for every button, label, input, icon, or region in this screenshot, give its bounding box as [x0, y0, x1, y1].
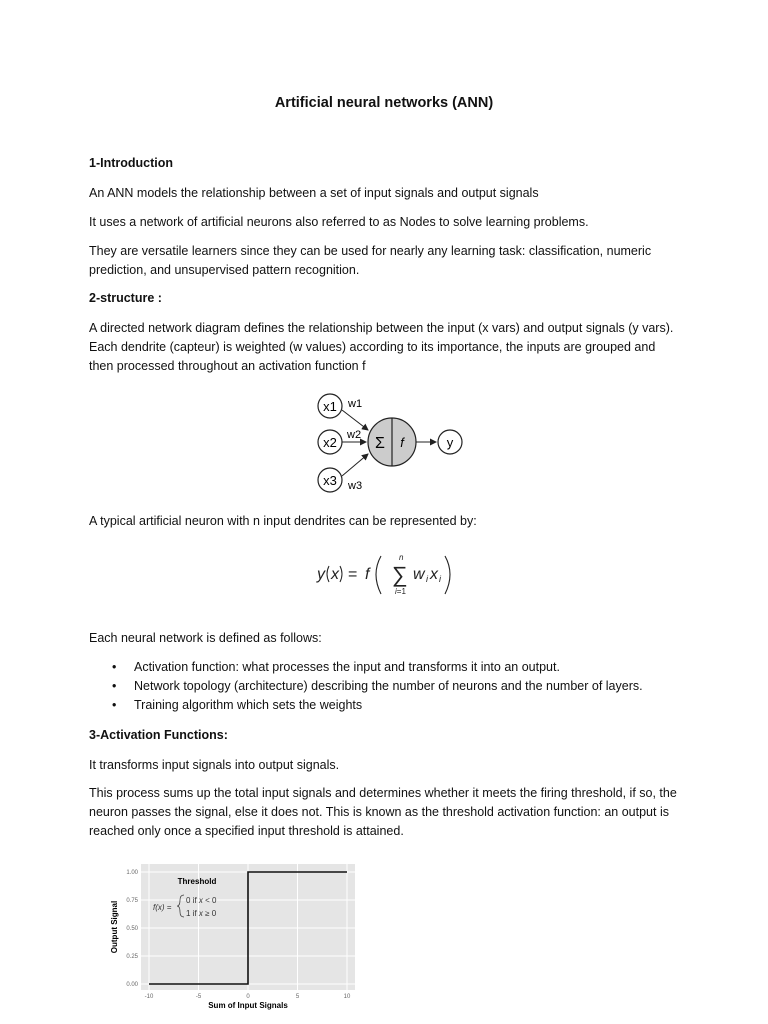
svg-text:∑: ∑	[392, 562, 408, 587]
svg-text:=: =	[348, 566, 358, 583]
weight-label-w1: w1	[348, 398, 363, 410]
svg-text:x: x	[430, 566, 438, 583]
weight-label-w3: w3	[348, 480, 363, 492]
structure-paragraph-1: A directed network diagram defines the relationship between the input (x vars) and output signals (y vars). Each dendrite (capteur) is weighted (w values) according to its importance, the inputs are grouped and then processed throughout an activation function f	[89, 321, 674, 373]
intro-heading: 1-Introduction	[89, 156, 174, 170]
structure-paragraph-2: A typical artificial neuron with n input dendrites can be represented by:	[89, 514, 477, 528]
list-item: • Activation function: what processes the input and transforms it into an output.	[112, 660, 560, 674]
svg-text:0 if x < 0: 0 if x < 0	[186, 896, 217, 905]
input-label-x3: x3	[323, 473, 337, 488]
function-symbol: f	[400, 435, 404, 450]
y-tick-label: 0.00	[126, 982, 138, 988]
structure-paragraph-3: Each neural network is defined as follows:	[89, 631, 322, 645]
y-tick-label: 0.75	[126, 898, 138, 904]
intro-paragraph-2: It uses a network of artificial neurons also referred to as Nodes to solve learning problems.	[89, 215, 589, 229]
svg-text:i: i	[426, 574, 428, 584]
x-tick-label: -10	[144, 994, 154, 1000]
svg-text:w: w	[413, 566, 425, 583]
y-tick-label: 0.25	[126, 954, 138, 960]
page-title: Artificial neural networks (ANN)	[274, 95, 494, 111]
activation-paragraph-2: This process sums up the total input signals and determines whether it meets the firing threshold, if so, the neuron passes the signal, else it does not. This is known as the threshold activation function: an output is reached only once a specified input threshold is attained.	[89, 786, 677, 838]
sum-symbol: Σ	[375, 435, 385, 452]
threshold-chart	[108, 862, 360, 1014]
svg-text:y: y	[317, 566, 325, 583]
input-label-x1: x1	[323, 399, 337, 414]
y-tick-label: 1.00	[126, 870, 138, 876]
x-tick-label: 10	[343, 994, 351, 1000]
x-tick-label: 5	[295, 994, 300, 1000]
svg-text:n: n	[399, 553, 404, 562]
activation-paragraph-1: It transforms input signals into output signals.	[89, 758, 340, 772]
neuron-diagram	[310, 390, 470, 495]
svg-text:i=1: i=1	[395, 587, 406, 596]
x-tick-label: 0	[246, 994, 250, 1000]
intro-paragraph-3: They are versatile learners since they can be used for nearly any learning task: classification, numeric prediction, and unsupervised pattern recognition.	[89, 244, 652, 277]
list-item: • Training algorithm which sets the weights	[112, 698, 363, 712]
svg-text:f(x) =: f(x) =	[153, 903, 172, 912]
svg-text:1 if x ≥ 0: 1 if x ≥ 0	[186, 909, 217, 918]
x-axis-label: Sum of Input Signals	[208, 1001, 288, 1010]
svg-text:f: f	[365, 566, 370, 583]
structure-heading: 2-structure :	[89, 291, 162, 305]
intro-paragraph-1: An ANN models the relationship between a set of input signals and output signals	[89, 186, 539, 200]
activation-heading: 3-Activation Functions:	[89, 728, 228, 742]
x-tick-label: -5	[195, 994, 202, 1000]
input-label-x2: x2	[323, 435, 337, 450]
svg-text:x: x	[331, 566, 339, 583]
y-tick-label: 0.50	[126, 926, 138, 932]
y-axis-label: Output Signal	[110, 900, 119, 954]
svg-text:i: i	[439, 574, 441, 584]
list-item: • Network topology (architecture) describing the number of neurons and the number of layers.	[112, 679, 643, 693]
output-label-y: y	[446, 435, 454, 450]
neuron-formula	[315, 550, 455, 600]
chart-title: Threshold	[177, 877, 217, 886]
definition-list	[110, 658, 643, 715]
weight-label-w2: w2	[347, 429, 362, 441]
